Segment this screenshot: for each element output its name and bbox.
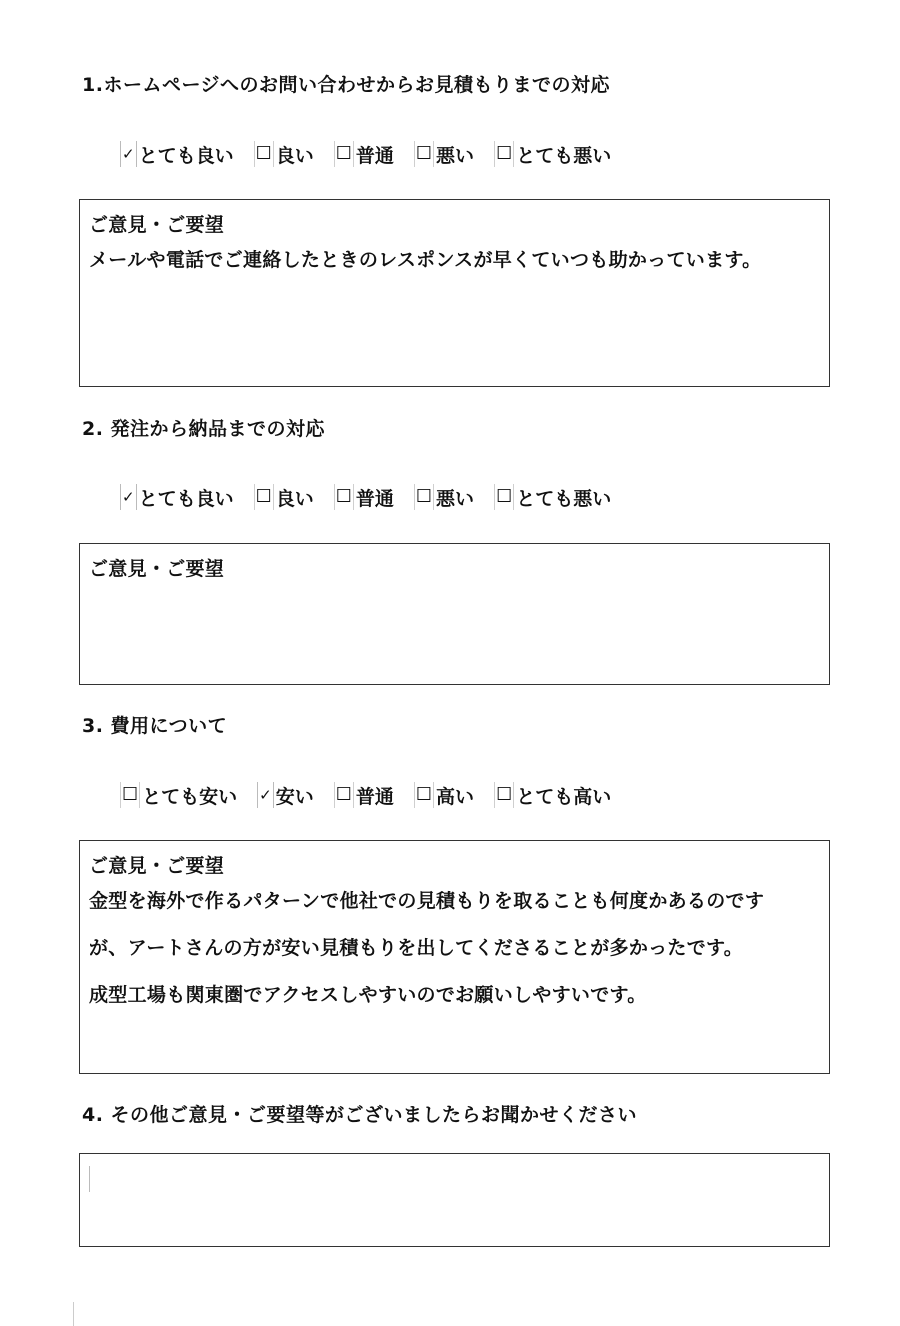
question-3-comment-box[interactable]: [79, 840, 830, 1074]
comment-line: 成型工場も関東圏でアクセスしやすいのでお願いしやすいです。: [89, 984, 647, 1006]
option-label: 悪い: [436, 144, 475, 167]
check-mark-icon[interactable]: ✓: [120, 484, 137, 510]
option-very-cheap[interactable]: [120, 782, 237, 809]
option-very-expensive[interactable]: [494, 782, 611, 809]
checkbox-icon[interactable]: ☐: [494, 484, 514, 510]
checkbox-icon[interactable]: ☐: [414, 141, 434, 167]
option-label: 普通: [355, 785, 394, 808]
checkbox-icon[interactable]: ☐: [120, 782, 140, 808]
option-very-good[interactable]: [120, 141, 234, 168]
option-label: 良い: [275, 144, 314, 167]
question-2-title: 2. 発注から納品までの対応: [82, 418, 326, 440]
comment-line: 金型を海外で作るパターンで他社での見積もりを取ることも何度かあるのです: [89, 890, 765, 912]
option-label: 安い: [275, 785, 314, 808]
option-label: 良い: [275, 487, 314, 510]
option-very-bad[interactable]: [494, 141, 611, 168]
option-label: とても悪い: [516, 144, 612, 167]
option-bad[interactable]: [414, 141, 474, 168]
option-label: 高い: [436, 785, 475, 808]
option-expensive[interactable]: [414, 782, 474, 809]
option-label: とても良い: [138, 487, 234, 510]
checkbox-icon[interactable]: ☐: [334, 782, 354, 808]
question-2-comment-box[interactable]: [79, 543, 830, 685]
option-label: とても安い: [142, 785, 238, 808]
option-average[interactable]: [334, 484, 394, 511]
checkbox-icon[interactable]: ☐: [334, 141, 354, 167]
option-label: 悪い: [436, 487, 475, 510]
question-4-title: 4. その他ご意見・ご要望等がございましたらお聞かせください: [82, 1104, 638, 1126]
checkbox-icon[interactable]: ☐: [254, 141, 274, 167]
question-1-options: [120, 140, 611, 168]
option-bad[interactable]: [414, 484, 474, 511]
checkbox-icon[interactable]: ☐: [494, 782, 514, 808]
comment-heading: ご意見・ご要望: [89, 214, 225, 236]
checkbox-icon[interactable]: ☐: [494, 141, 514, 167]
option-average[interactable]: [334, 782, 394, 809]
check-mark-icon[interactable]: ✓: [257, 782, 274, 808]
checkbox-icon[interactable]: ☐: [334, 484, 354, 510]
option-label: とても高い: [516, 785, 612, 808]
option-good[interactable]: [254, 141, 314, 168]
text-cursor: [89, 1166, 90, 1192]
option-label: 普通: [355, 487, 394, 510]
checkbox-icon[interactable]: ☐: [414, 782, 434, 808]
question-4-comment-box[interactable]: [79, 1153, 830, 1247]
check-mark-icon[interactable]: ✓: [120, 141, 137, 167]
question-1-title: 1.ホームページへのお問い合わせからお見積もりまでの対応: [82, 74, 611, 96]
comment-line: が、アートさんの方が安い見積もりを出してくださることが多かったです。: [89, 937, 744, 959]
option-very-good[interactable]: [120, 484, 234, 511]
option-cheap[interactable]: [257, 782, 314, 809]
question-3-title: 3. 費用について: [82, 715, 228, 737]
question-1-comment-box[interactable]: [79, 199, 830, 387]
option-label: とても悪い: [516, 487, 612, 510]
question-3-options: [120, 781, 611, 809]
option-very-bad[interactable]: [494, 484, 611, 511]
comment-heading: ご意見・ご要望: [89, 855, 225, 877]
option-good[interactable]: [254, 484, 314, 511]
question-2-options: [120, 483, 611, 511]
checkbox-icon[interactable]: ☐: [254, 484, 274, 510]
option-label: 普通: [355, 144, 394, 167]
option-label: とても良い: [138, 144, 234, 167]
page-cursor-marker: [73, 1302, 74, 1326]
comment-heading: ご意見・ご要望: [89, 558, 225, 580]
option-average[interactable]: [334, 141, 394, 168]
comment-line: メールや電話でご連絡したときのレスポンスが早くていつも助かっています。: [89, 249, 762, 271]
checkbox-icon[interactable]: ☐: [414, 484, 434, 510]
